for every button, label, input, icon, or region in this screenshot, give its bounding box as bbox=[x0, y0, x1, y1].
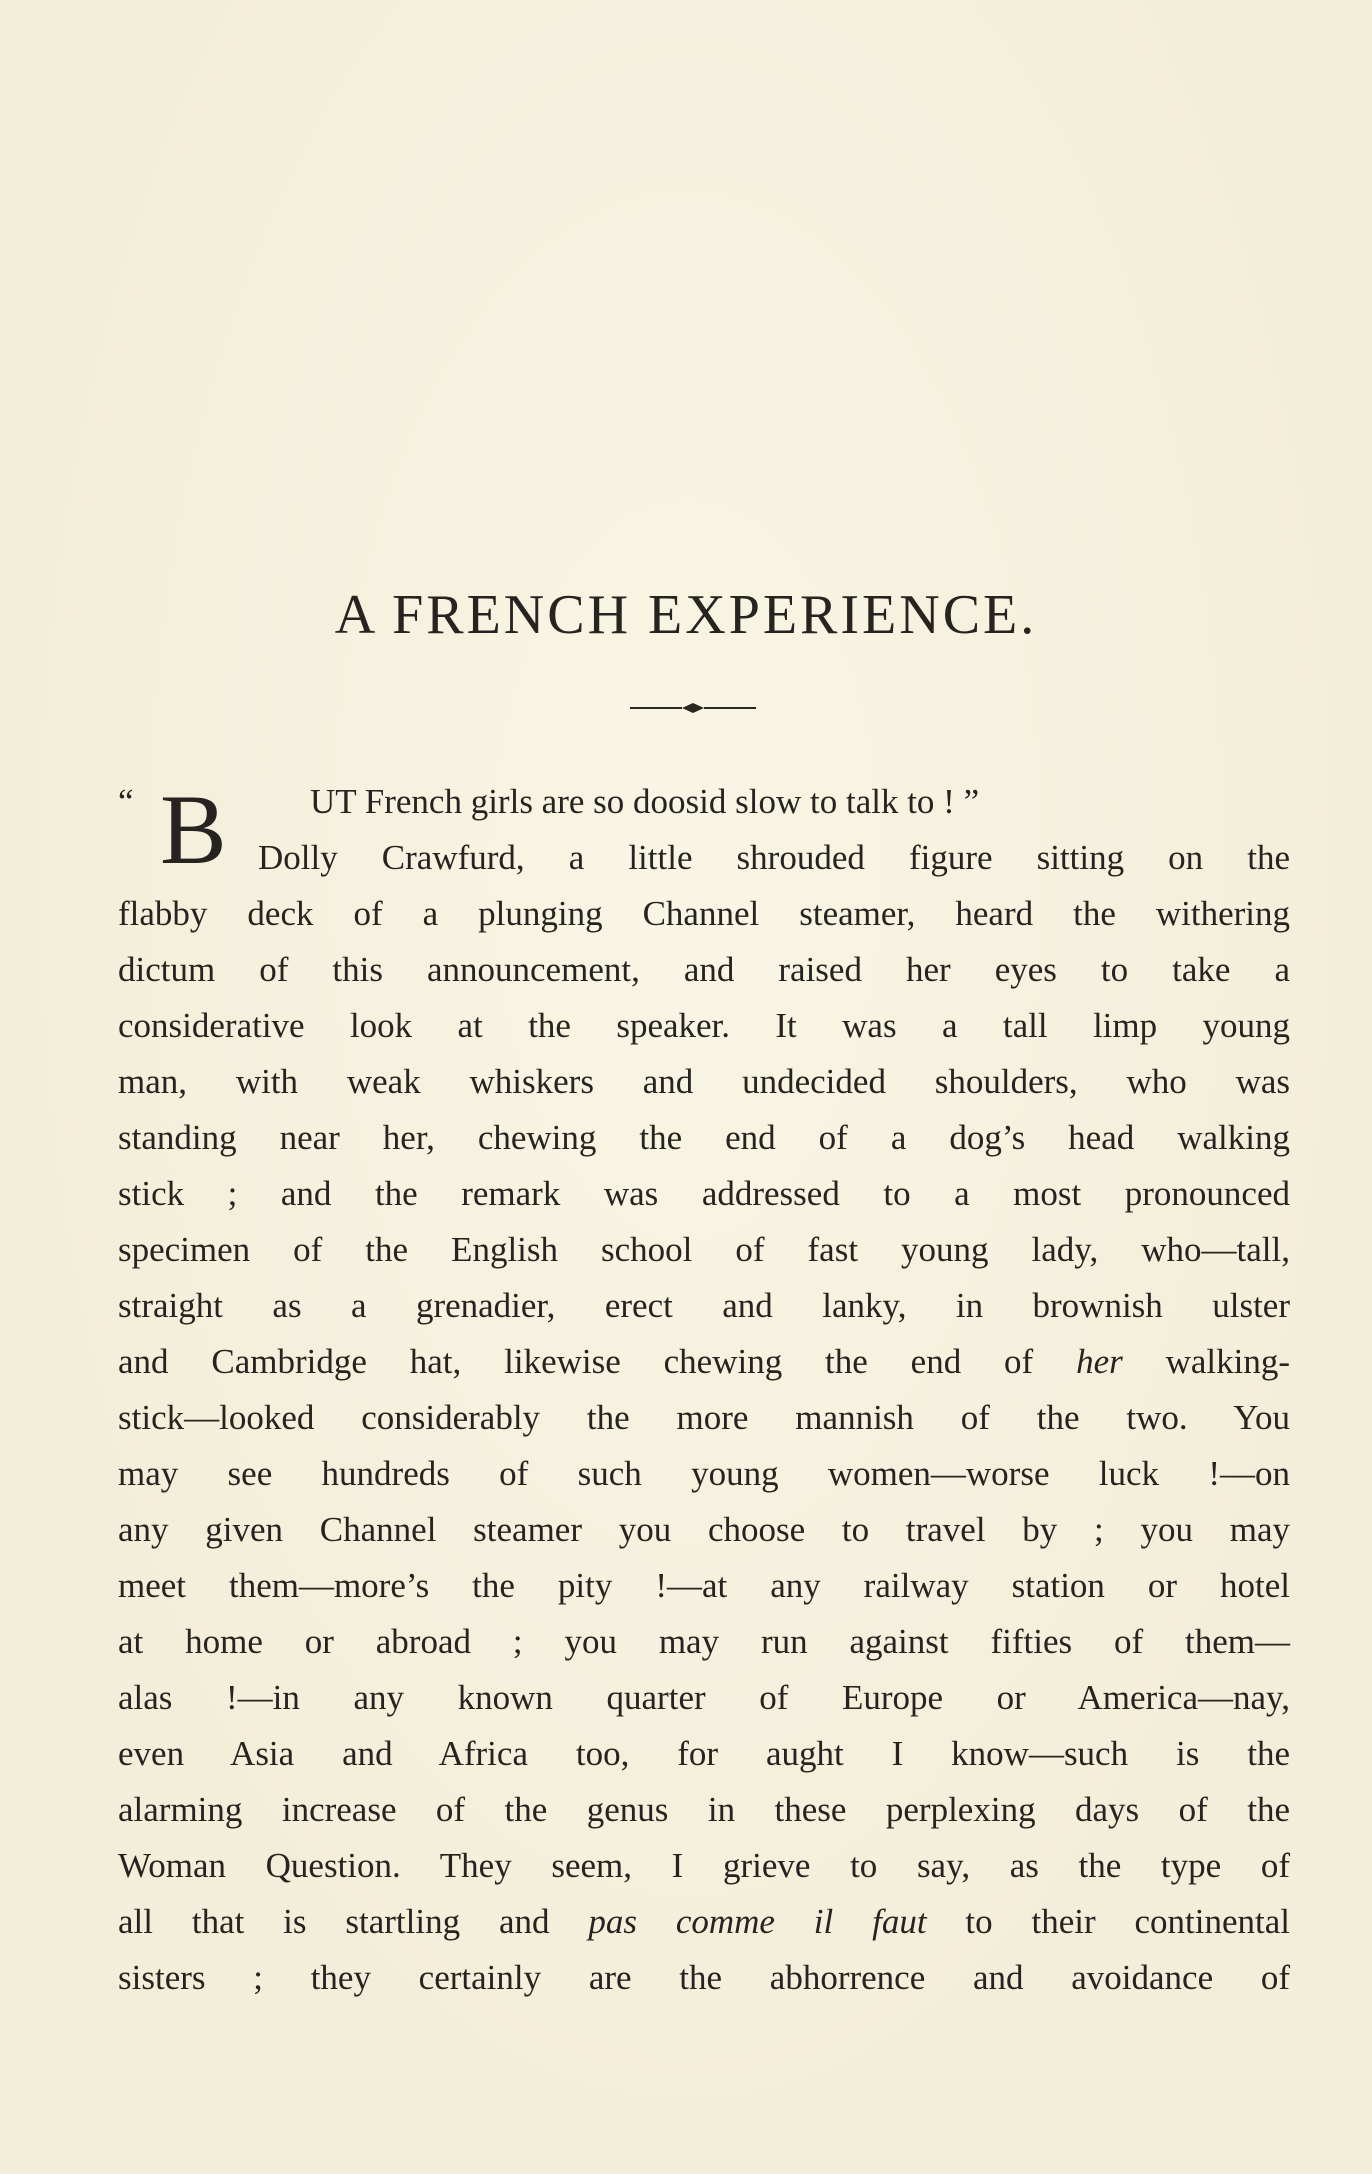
text-line: considerative look at the speaker. It was a tall limp young bbox=[118, 1006, 1290, 1045]
text-line: at home or abroad ; you may run against fifties of them— bbox=[118, 1622, 1290, 1661]
text-line: flabby deck of a plunging Channel steamer, heard the withering bbox=[118, 894, 1290, 933]
drop-cap: B bbox=[160, 774, 227, 885]
text-line: stick—looked considerably the more mannish of the two. You bbox=[118, 1398, 1290, 1437]
text-line: Dolly Crawfurd, a little shrouded figure sitting on the bbox=[258, 838, 1290, 877]
text-line: specimen of the English school of fast young lady, who—tall, bbox=[118, 1230, 1290, 1269]
text-line: even Asia and Africa too, for aught I know—such is the bbox=[118, 1734, 1290, 1773]
text-line: standing near her, chewing the end of a dog’s head walking bbox=[118, 1118, 1290, 1157]
text-segment: all that is startling and bbox=[118, 1902, 589, 1941]
text-line: straight as a grenadier, erect and lanky, in brownish ulster bbox=[118, 1286, 1290, 1325]
italic-text: pas comme il faut bbox=[588, 1902, 927, 1941]
text-line: man, with weak whiskers and undecided shoulders, who was bbox=[118, 1062, 1290, 1101]
text-line: sisters ; they certainly are the abhorrence and avoidance of bbox=[118, 1958, 1290, 1997]
text-segment: to their continental bbox=[926, 1902, 1290, 1941]
text-line: meet them—more’s the pity !—at any railway station or hotel bbox=[118, 1566, 1290, 1605]
italic-text: her bbox=[1076, 1342, 1123, 1381]
chapter-title: A FRENCH EXPERIENCE. bbox=[334, 584, 1038, 646]
text-line bbox=[118, 1334, 1290, 1390]
text-line: alas !—in any known quarter of Europe or America—nay, bbox=[118, 1678, 1290, 1717]
text-segment: and Cambridge hat, likewise chewing the end of bbox=[118, 1342, 1077, 1381]
text-segment: walking- bbox=[1122, 1342, 1291, 1381]
text-line: any given Channel steamer you choose to travel by ; you may bbox=[118, 1510, 1290, 1549]
text-line: dictum of this announcement, and raised her eyes to take a bbox=[118, 950, 1290, 989]
text-line: stick ; and the remark was addressed to a most pronounced bbox=[118, 1174, 1290, 1213]
text-line: alarming increase of the genus in these perplexing days of the bbox=[118, 1790, 1290, 1829]
text-line: may see hundreds of such young women—worse luck !—on bbox=[118, 1454, 1290, 1493]
text-line: Woman Question. They seem, I grieve to say, as the type of bbox=[118, 1846, 1290, 1885]
text-line bbox=[118, 1894, 1290, 1950]
body-text bbox=[118, 774, 1290, 2006]
first-line-text: UT French girls are so doosid slow to talk to ! ” bbox=[310, 782, 980, 821]
opening-quote: “ bbox=[118, 782, 134, 821]
rule-ornament-icon bbox=[630, 700, 756, 716]
